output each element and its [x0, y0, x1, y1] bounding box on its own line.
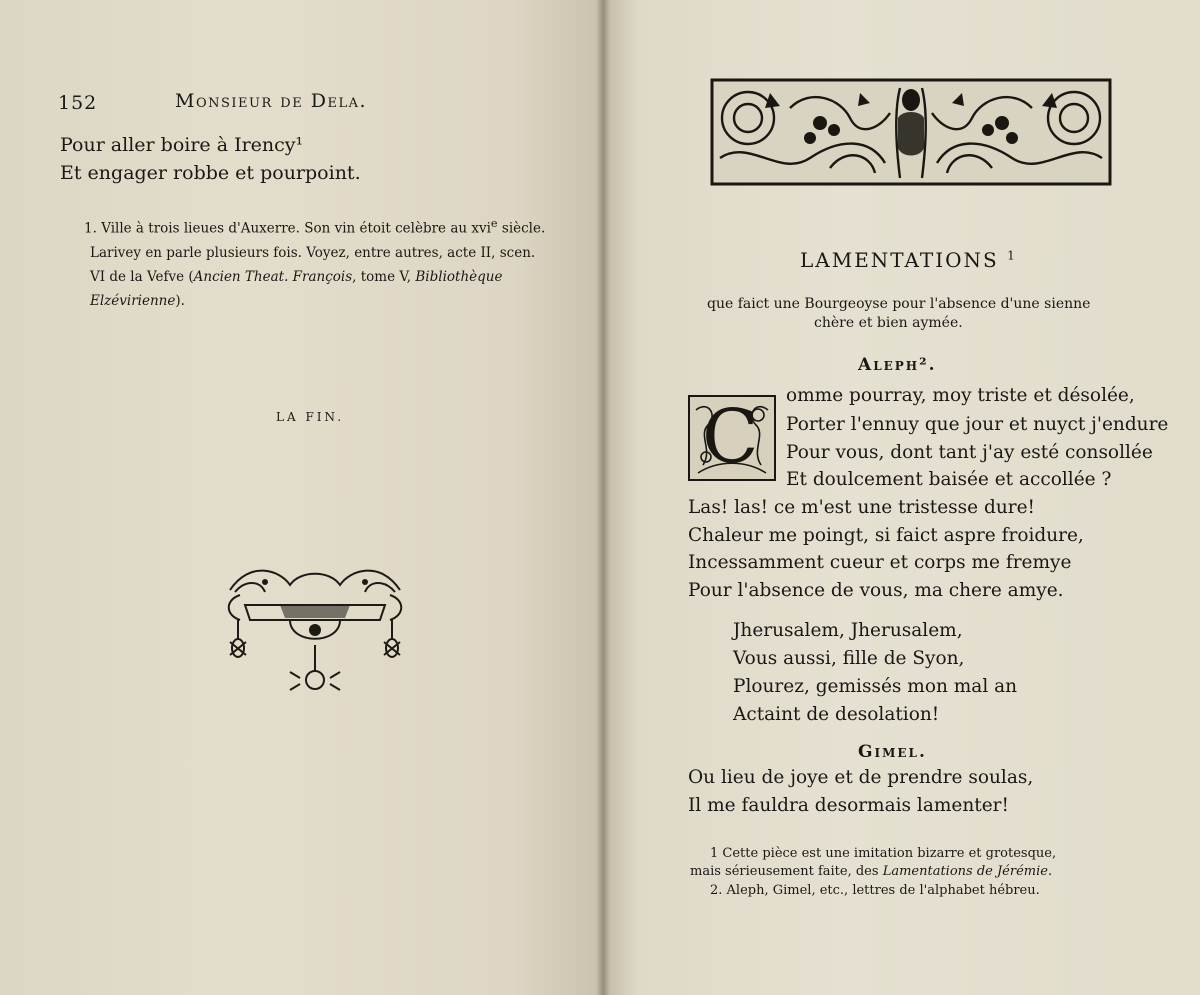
footnote-text: Ville à trois lieues d'Auxerre. Son vin étoit celèbre au xvi [101, 220, 491, 237]
footnote-sup: e [490, 217, 498, 230]
footnote-text: , tome V, [352, 268, 416, 285]
drop-cap [688, 395, 776, 481]
verse-line: Incessamment cueur et corps me fremye [688, 552, 1072, 573]
footnote-right-1-cont [690, 864, 1052, 879]
footnote-italic: Bibliothèque Elzévirienne [90, 268, 503, 309]
footnote-marker: 1 [710, 846, 719, 861]
footnote-right-1 [710, 846, 1056, 861]
footnote-text: mais sérieusement faite, des [690, 864, 883, 879]
section-heading-gimel: Gimel. [858, 742, 927, 762]
footnote-marker: 1. [84, 220, 97, 237]
footnote-left [84, 212, 550, 313]
poem-title [800, 248, 1017, 272]
verse-line: Las! las! ce m'est une tristesse dure! [688, 497, 1035, 518]
drop-cap-letter: C [702, 394, 759, 480]
verse-line: Pour l'absence de vous, ma chere amye. [688, 580, 1064, 601]
title-note-marker: 1 [1007, 248, 1017, 263]
section-heading-aleph: Aleph². [858, 355, 937, 375]
footnote-text: Cette pièce est une imitation bizarre et grotesque, [722, 846, 1057, 861]
verse-line: Ou lieu de joye et de prendre soulas, [688, 767, 1034, 788]
verse-line: Pour vous, dont tant j'ay esté consollée [786, 442, 1153, 463]
cul-de-lampe-ornament [220, 560, 410, 700]
end-mark: LA FIN. [276, 410, 345, 424]
footnote-text: . [1047, 864, 1053, 879]
verse-line: Porter l'ennuy que jour et nuyct j'endure [786, 414, 1169, 435]
running-head: Monsieur de Dela. [175, 90, 368, 112]
footnote-text: Aleph, Gimel, etc., lettres de l'alphabet hébreu. [726, 883, 1040, 898]
verse-line-2: Et engager robbe et pourpoint. [60, 162, 361, 184]
subtitle-line-2: chère et bien aymée. [814, 315, 963, 331]
page-number: 152 [58, 92, 98, 114]
footnote-marker: 2. [710, 883, 723, 898]
verse-line: Il me fauldra desormais lamenter! [688, 795, 1009, 816]
headpiece-ornament [710, 78, 1112, 186]
refrain-line: Vous aussi, fille de Syon, [733, 648, 965, 669]
gutter-shadow [596, 0, 610, 995]
poem-title-text: LAMENTATIONS [800, 248, 999, 272]
refrain-line: Jherusalem, Jherusalem, [733, 620, 963, 641]
footnote-text: siècle. Larivey en parle plusieurs fois. Voyez, entre autres, acte II, scen. VI de la Vefve ( [90, 220, 546, 285]
verse-line: Chaleur me poingt, si faict aspre froidure, [688, 525, 1084, 546]
verse-line: Et doulcement baisée et accollée ? [786, 469, 1112, 490]
footnote-italic: Lamentations de Jérémie [882, 864, 1048, 879]
verse-line: omme pourray, moy triste et désolée, [786, 385, 1135, 406]
footnote-italic: Ancien Theat. François [193, 268, 353, 285]
footnote-right-2 [710, 883, 1040, 898]
verse-line-1: Pour aller boire à Irency¹ [60, 134, 304, 156]
footnote-text: ). [175, 292, 185, 309]
subtitle-line-1: que faict une Bourgeoyse pour l'absence d'une sienne [707, 296, 1091, 312]
refrain-line: Plourez, gemissés mon mal an [733, 676, 1018, 697]
refrain-line: Actaint de desolation! [733, 704, 940, 725]
